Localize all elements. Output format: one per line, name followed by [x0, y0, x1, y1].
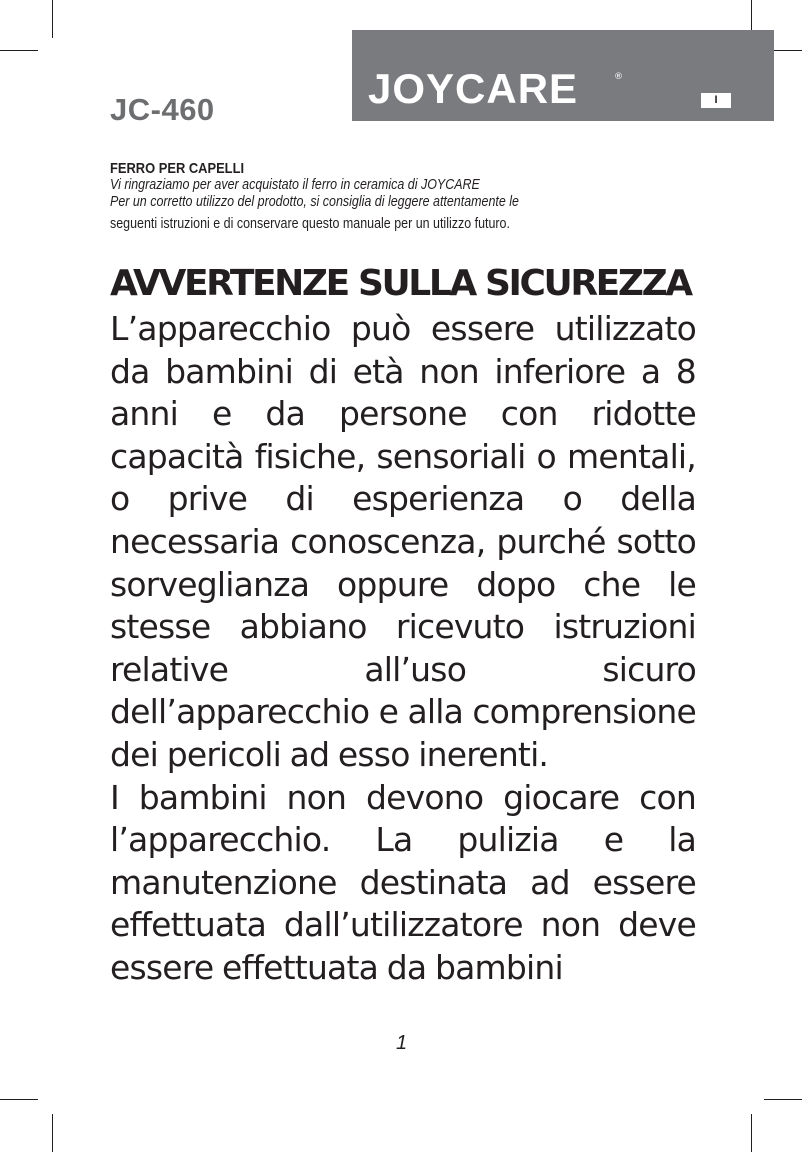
crop-mark — [52, 1114, 53, 1152]
registered-mark: ® — [614, 72, 623, 82]
advice-continued: seguenti istruzioni e di conservare questo manuale per un utilizzo futuro. — [110, 216, 510, 232]
section-title: AVVERTENZE SULLA SICUREZZA — [110, 263, 691, 304]
intro-block — [110, 160, 614, 233]
language-badge: I — [701, 93, 731, 108]
crop-mark — [0, 1099, 38, 1100]
thanks-line: Vi ringraziamo per aver acquistato il ferro in ceramica di JOYCARE — [110, 177, 480, 193]
crop-mark — [0, 50, 38, 51]
page-number: 1 — [396, 1032, 408, 1054]
safety-section — [110, 260, 696, 990]
product-title: FERRO PER CAPELLI — [110, 160, 245, 177]
crop-mark — [52, 0, 53, 38]
safety-paragraph: I bambini non devono giocare con l’apparecchio. La pulizia e la manutenzione destinata ad essere effettuata dall’utilizzatore non deve essere effettuata da bambini — [110, 777, 696, 987]
crop-mark — [764, 1099, 802, 1100]
model-number: JC-460 — [110, 92, 215, 127]
safety-paragraph: L’apparecchio può essere utilizzato da bambini di età non inferiore a 8 anni e da persone con ridotte capacità fisiche, sensoriali o mentali, o prive di esperienza o della necessaria conoscenza, purché sotto sorveglianza oppure dopo che le stesse abbiano ricevuto istruzioni relative all’uso sicuro dell’apparecchio e alla comprensione dei pericoli ad esso inerenti. — [110, 309, 696, 774]
advice-line: Per un corretto utilizzo del prodotto, si consiglia di leggere attentamente le — [110, 194, 519, 210]
brand-logo: JOYCARE — [368, 65, 579, 112]
crop-mark — [751, 1114, 752, 1152]
